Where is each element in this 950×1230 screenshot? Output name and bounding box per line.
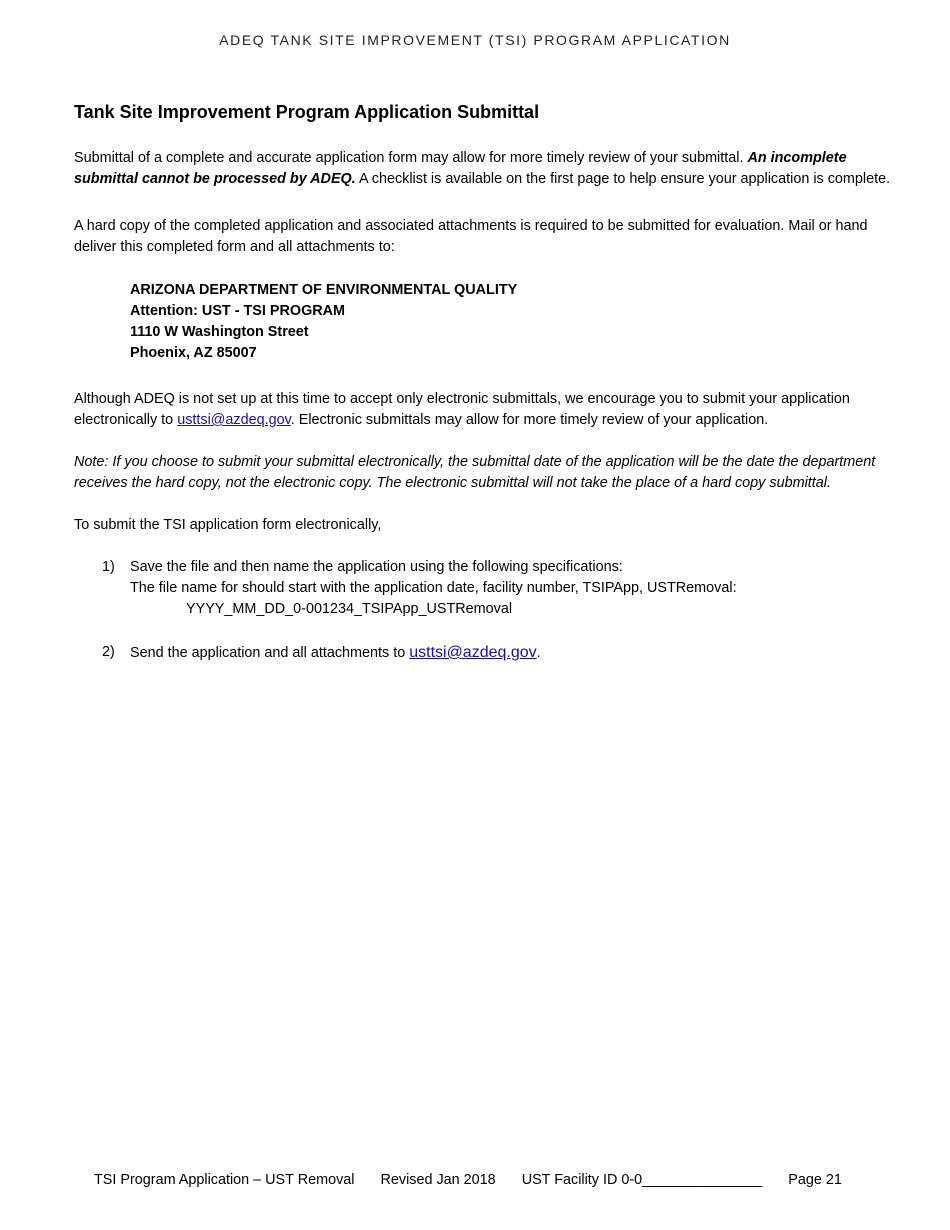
page-title: Tank Site Improvement Program Application Submittal	[74, 102, 540, 122]
address-line-street: 1110 W Washington Street	[130, 324, 309, 340]
address-line-attention: Attention: UST - TSI PROGRAM	[130, 303, 346, 319]
instructions-intro: To submit the TSI application form electronically,	[74, 517, 382, 533]
footer-form-name: TSI Program Application – UST Removal	[94, 1172, 355, 1188]
page-footer	[94, 1172, 842, 1188]
footer-facility-id: UST Facility ID 0-0_______________	[521, 1172, 763, 1188]
list-item-save-file	[74, 557, 900, 620]
list-item-send	[74, 642, 900, 664]
footer-revised: Revised Jan 2018	[380, 1172, 496, 1188]
incomplete-warning: An incomplete submittal cannot be processed by ADEQ.	[74, 150, 847, 187]
footer-page-number: Page 21	[788, 1172, 842, 1188]
submittal-text-a: Submittal of a complete and accurate application form may allow for more timely review of your submittal.	[74, 150, 748, 166]
submittal-paragraph	[74, 148, 900, 190]
electronic-paragraph	[74, 389, 900, 431]
note-paragraph: Note: If you choose to submit your submittal electronically, the submittal date of the application will be the date the department receives the hard copy, not the electronic copy. The electronic submittal will not take the place of a hard copy submittal.	[74, 454, 876, 491]
running-header: ADEQ TANK SITE IMPROVEMENT (TSI) PROGRAM APPLICATION	[219, 32, 731, 48]
submittal-text-b: A checklist is available on the first page to help ensure your application is complete.	[355, 171, 891, 187]
electronic-text-b: . Electronic submittals may allow for more timely review of your application.	[290, 412, 769, 428]
list-number: 1)	[102, 559, 115, 575]
list-item-text: Send the application and all attachments to	[130, 645, 410, 661]
electronic-text-a: Although ADEQ is not set up at this time to accept only electronic submittals, we encourage you to submit your application electronically to	[74, 391, 850, 428]
email-link[interactable]: usttsi@azdeq.gov	[409, 644, 537, 661]
list-item-text: The file name for should start with the application date, facility number, TSIPApp, USTRemoval:	[130, 580, 737, 596]
document-body	[74, 98, 900, 664]
mailing-address	[130, 280, 900, 364]
list-item-period: .	[536, 645, 541, 661]
hard-copy-paragraph: A hard copy of the completed application and associated attachments is required to be submitted for evaluation. Mail or hand deliver this completed form and all attachments to:	[74, 218, 868, 255]
filename-example: YYYY_MM_DD_0-001234_TSIPApp_USTRemoval	[186, 601, 513, 617]
email-link[interactable]: usttsi@azdeq.gov	[177, 412, 291, 428]
address-line-org: ARIZONA DEPARTMENT OF ENVIRONMENTAL QUALITY	[130, 282, 518, 298]
address-line-city: Phoenix, AZ 85007	[130, 345, 257, 361]
list-item-text: Save the file and then name the application using the following specifications:	[130, 559, 623, 575]
list-number: 2)	[102, 644, 115, 660]
